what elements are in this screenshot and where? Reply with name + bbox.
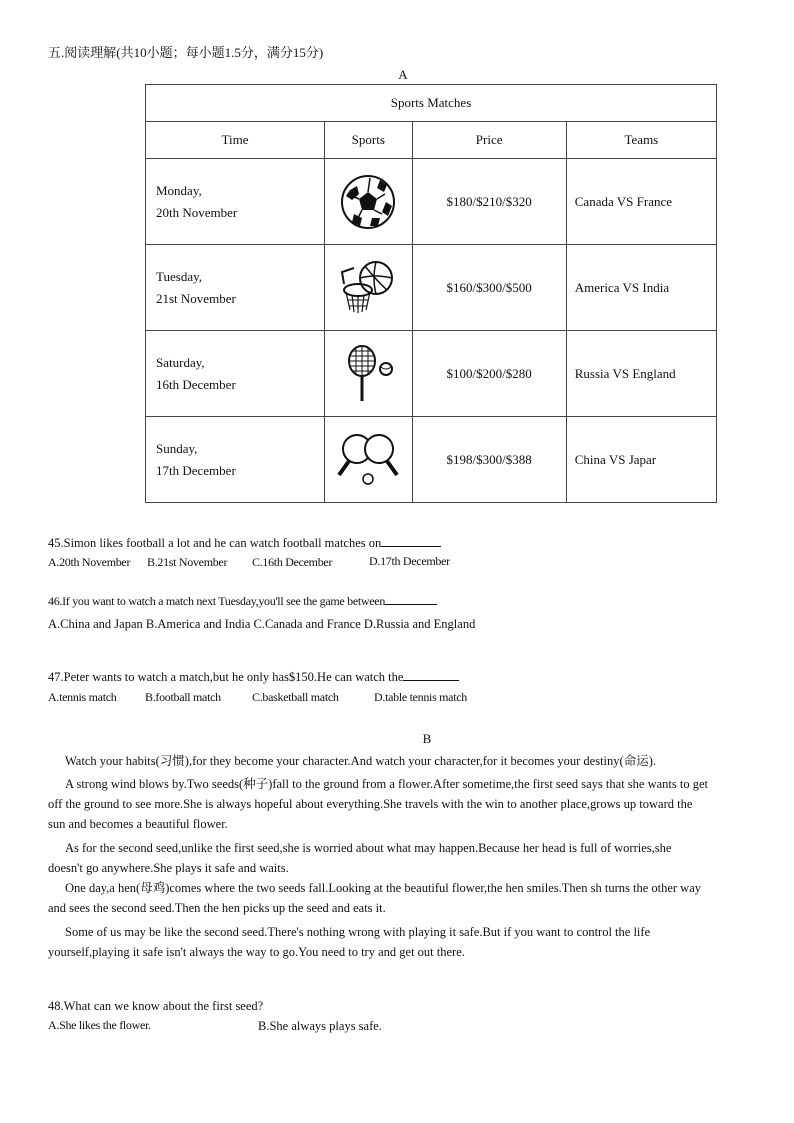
text-line: yourself,playing it safe isn't always the way to go.You need to try and get out there.	[48, 945, 465, 959]
passage-b-paragraph-2	[48, 774, 790, 834]
day-text: Saturday,	[156, 354, 205, 370]
q46-options: A.China and Japan B.America and India C.Canada and France D.Russia and England	[48, 617, 476, 631]
basketball-icon	[338, 258, 398, 318]
question-48: 48.What can we know about the first seed?	[48, 999, 264, 1013]
passage-b-label: B	[422, 731, 432, 746]
date-text: 16th December	[156, 376, 236, 392]
text-line: Watch your habits(习惯),for they become your character.And watch your character,for it becomes your destiny(命运).	[65, 754, 656, 768]
answer-blank	[381, 536, 441, 547]
text-line: sun and becomes a beautiful flower.	[48, 817, 228, 831]
football-icon	[340, 172, 396, 232]
q45-option-d: D.17th December	[369, 554, 450, 568]
answer-blank	[403, 670, 459, 681]
teams-cell: China VS Japar	[566, 417, 716, 503]
sport-cell	[325, 331, 413, 417]
table-row	[146, 331, 717, 417]
question-stem: 46.If you want to watch a match next Tuesday,you'll see the game between	[48, 594, 386, 608]
passage-b-paragraph-4	[48, 878, 790, 918]
day-text: Monday,	[156, 182, 202, 198]
price-cell: $160/$300/$500	[412, 245, 566, 331]
header-teams: Teams	[566, 122, 716, 159]
q47-option-b: B.football match	[145, 690, 221, 704]
sports-matches-table	[145, 84, 717, 503]
q47-option-d: D.table tennis match	[374, 690, 467, 704]
text-line: As for the second seed,unlike the first seed,she is worried about what may happen.Because her head is full of worries,she	[65, 841, 672, 855]
q47-option-c: C.basketball match	[252, 690, 339, 704]
table-row	[146, 245, 717, 331]
q45-option-b: B.21st November	[147, 555, 228, 569]
sport-cell	[325, 159, 413, 245]
q48-option-b: B.She always plays safe.	[258, 1019, 382, 1033]
table-tennis-icon	[335, 429, 401, 491]
teams-cell: Russia VS England	[566, 331, 716, 417]
passage-a-label: A	[398, 67, 408, 82]
answer-blank	[385, 594, 437, 605]
time-cell	[146, 245, 325, 331]
text-line: doesn't go anywhere.She plays it safe and waits.	[48, 861, 289, 875]
time-cell	[146, 331, 325, 417]
date-text: 20th November	[156, 204, 238, 220]
text-line: Some of us may be like the second seed.There's nothing wrong with playing it safe.But if you want to control the life	[65, 925, 651, 939]
day-text: Tuesday,	[156, 268, 202, 284]
passage-b-paragraph-1	[48, 751, 790, 771]
question-stem: 45.Simon likes football a lot and he can watch football matches on	[48, 536, 382, 550]
passage-b-paragraph-3	[48, 838, 790, 878]
q45-option-a: A.20th November	[48, 555, 131, 569]
text-line: A strong wind blows by.Two seeds(种子)fall to the ground from a flower.After sometime,the first seed says that she wants to get	[65, 777, 708, 791]
text-line: and sees the second seed.Then the hen picks up the seed and eats it.	[48, 901, 386, 915]
teams-cell: America VS India	[566, 245, 716, 331]
passage-b-paragraph-5	[48, 922, 790, 962]
table-title: Sports Matches	[146, 85, 717, 122]
text-line: One day,a hen(母鸡)comes where the two seeds fall.Looking at the beautiful flower,the hen smiles.Then sh turns the other way	[65, 881, 701, 895]
sport-cell	[325, 417, 413, 503]
sport-cell	[325, 245, 413, 331]
question-46	[48, 594, 437, 609]
table-row	[146, 159, 717, 245]
price-cell: $198/$300/$388	[412, 417, 566, 503]
q45-option-c: C.16th December	[252, 555, 333, 569]
q47-option-a: A.tennis match	[48, 690, 117, 704]
question-47	[48, 670, 459, 685]
time-cell	[146, 159, 325, 245]
price-cell: $180/$210/$320	[412, 159, 566, 245]
header-sports: Sports	[325, 122, 413, 159]
question-stem: 47.Peter wants to watch a match,but he only has$150.He can watch the	[48, 670, 404, 684]
day-text: Sunday,	[156, 440, 198, 456]
table-row	[146, 417, 717, 503]
price-cell: $100/$200/$280	[412, 331, 566, 417]
q48-option-a: A.She likes the flower.	[48, 1018, 151, 1032]
date-text: 17th December	[156, 462, 236, 478]
teams-cell: Canada VS France	[566, 159, 716, 245]
time-cell	[146, 417, 325, 503]
question-45	[48, 536, 441, 551]
text-line: off the ground to see more.She is always hopeful about everything.She travels with the win to another place,grows up toward the	[48, 797, 693, 811]
header-time: Time	[146, 122, 325, 159]
date-text: 21st November	[156, 290, 236, 306]
header-price: Price	[412, 122, 566, 159]
section-heading: 五.阅读理解(共10小题；每小题1.5分，满分15分)	[48, 45, 324, 60]
tennis-icon	[338, 343, 398, 405]
